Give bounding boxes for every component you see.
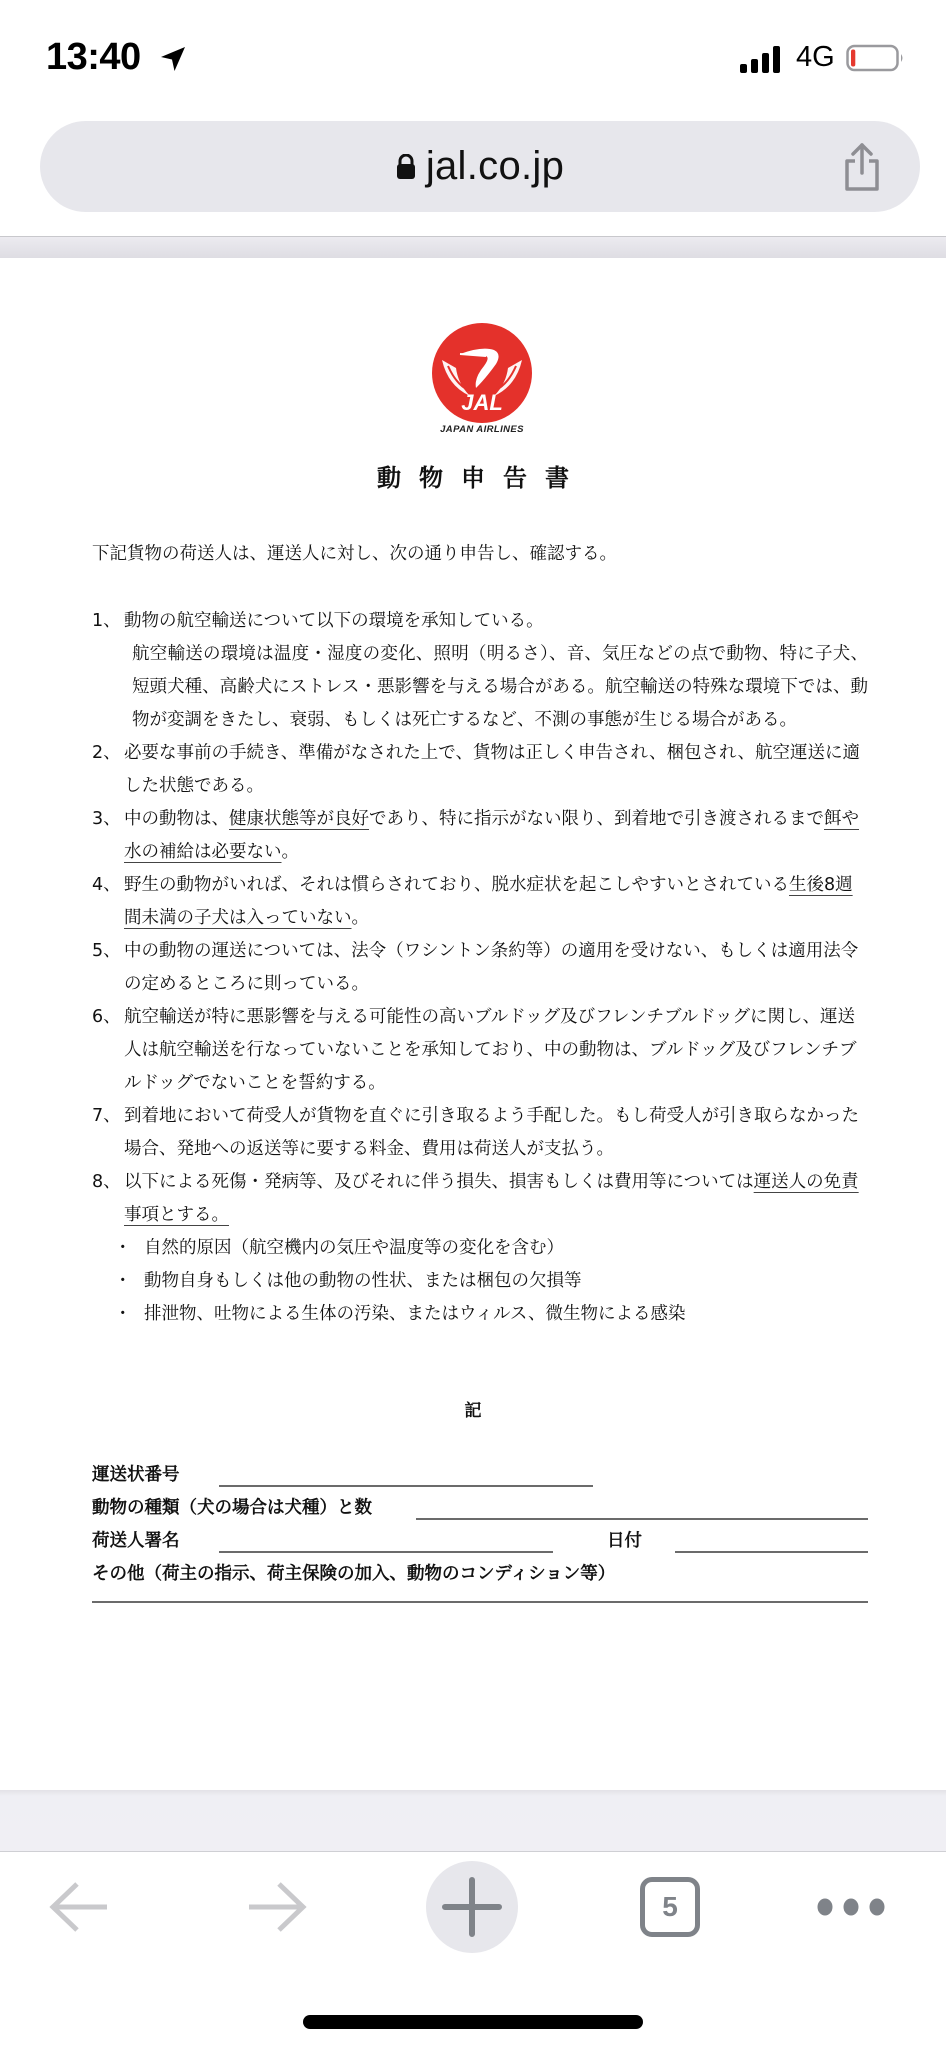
other-field-line [92,1601,868,1603]
location-arrow-icon [158,44,188,74]
document-page[interactable] [0,258,946,1790]
item-text [124,803,868,869]
list-item [92,605,868,638]
arrow-left-icon [49,1881,111,1933]
signature-field-line [219,1551,553,1553]
text-segment: 野生の動物がいれば、それは慣らされており、脱水症状を起こしやすいとされている [124,875,789,895]
item-number: 5、 [92,941,121,961]
browser-toolbar [0,1852,946,1962]
document-title: 動物申告書 [377,464,587,492]
new-tab-button[interactable] [426,1852,518,1962]
bullet-text: 自然的原因（航空機内の気圧や温度等の変化を含む） [144,1238,564,1258]
item-number: 2、 [92,743,121,763]
item-number: 6、 [92,1007,121,1027]
item-text [124,869,868,935]
tab-count: 5 [640,1877,700,1937]
page-top-edge [0,236,946,258]
tabs-button[interactable] [630,1852,710,1962]
bullet-text: 動物自身もしくは他の動物の性状、または梱包の欠損等 [144,1271,582,1291]
back-button[interactable] [40,1852,120,1962]
status-bar [0,0,946,110]
more-button[interactable] [806,1852,896,1962]
list-item [92,1001,868,1100]
text-segment: 。 [351,908,369,928]
item-text: 動物の航空輸送について以下の環境を承知している。 [124,611,544,631]
item-text: 必要な事前の手続き、準備がなされた上で、貨物は正しく申告され、梱包され、航空運送に適した状態である。 [124,743,861,796]
address-bar[interactable] [40,121,920,212]
text-segment: であり、特に指示がない限り、到着地で引き渡されるまで [369,809,824,829]
intro-text: 下記貨物の荷送人は、運送人に対し、次の通り申告し、確認する。 [92,544,617,564]
ellipsis-icon [816,1897,886,1917]
animal-type-field-line [416,1518,868,1520]
item-number: 1、 [92,611,121,631]
underlined-text: 健康状態等が良好 [229,809,369,829]
jal-crane-logo [430,320,534,426]
list-item [92,803,868,869]
date-field-line [675,1551,868,1553]
bullet-list [92,1232,868,1331]
list-item [92,1100,868,1166]
share-icon[interactable] [842,141,882,193]
list-item [92,737,868,803]
item-number: 4、 [92,875,121,895]
other-line-row [92,1591,868,1624]
status-time: 13:40 [46,36,141,78]
url-text[interactable]: jal.co.jp [425,144,565,188]
declaration-list [92,605,868,1331]
page-bottom-edge [0,1790,946,1852]
text-segment: 。 [281,842,299,862]
battery-icon [846,43,906,73]
bullet-item [92,1232,868,1265]
list-item [92,869,868,935]
logo-caption: JAPAN AIRLINES [440,424,524,435]
item-number: 8、 [92,1172,121,1192]
other-row [92,1558,868,1591]
signature-row [92,1525,868,1558]
new-tab-circle [426,1861,518,1953]
home-indicator[interactable] [303,2015,643,2029]
waybill-label: 運送状番号 [92,1465,180,1485]
underlined-text: 餌や水の補給は必要ない [124,809,859,862]
item-number: 7、 [92,1106,121,1126]
underlined-text: 生後8週間未満の子犬は入っていない [124,875,853,928]
cellular-signal-icon [738,44,786,74]
arrow-right-icon [245,1881,307,1933]
waybill-row [92,1459,868,1492]
item-number: 3、 [92,809,121,829]
bullet-dot: ・ [114,1238,132,1258]
bullet-text: 排泄物、吐物による生体の汚染、またはウィルス、微生物による感染 [144,1304,686,1324]
item-text: 航空輸送が特に悪影響を与える可能性の高いブルドッグ及びフレンチブルドッグに関し、運送人は航空輸送を行なっていないことを承知しており、中の動物は、ブルドッグ及びフレンチブルドッグでないことを誓約する。 [124,1007,857,1093]
list-item [92,935,868,1001]
list-item [92,1166,868,1232]
item-subtext: 航空輸送の環境は温度・湿度の変化、照明（明るさ）、音、気圧などの点で動物、特に子犬、短頭犬種、高齢犬にストレス・悪影響を与える場合がある。航空輸送の特殊な環境下では、動物が変調をきたし、衰弱、もしくは死亡するなど、不測の事態が生じる場合がある。 [132,644,868,730]
text-segment: 中の動物は、 [124,809,229,829]
waybill-field-line [219,1485,593,1487]
item-text [124,1166,868,1232]
lock-icon [396,154,416,180]
plus-icon [442,1877,502,1937]
underlined-text: 運送人の免責事項とする。 [124,1172,859,1225]
logo-wordmark: JAL [461,390,503,415]
bullet-item [92,1298,868,1331]
animal-row [92,1492,868,1525]
other-label: その他（荷主の指示、荷主保険の加入、動物のコンディション等） [92,1564,616,1584]
bullet-dot: ・ [114,1304,132,1324]
bullet-item [92,1265,868,1298]
bullet-dot: ・ [114,1271,132,1291]
forward-button[interactable] [236,1852,316,1962]
text-segment: 以下による死傷・発病等、及びそれに伴う損失、損害もしくは費用等については [124,1172,754,1192]
network-type: 4G [796,41,835,73]
item-text: 中の動物の運送については、法令（ワシントン条約等）の適用を受けない、もしくは適用法令の定めるところに則っている。 [124,941,859,994]
item-text: 到着地において荷受人が貨物を直ぐに引き取るよう手配した。もし荷受人が引き取らなかった場合、発地への返送等に要する料金、費用は荷送人が支払う。 [124,1106,859,1159]
shipper-signature-label: 荷送人署名 [92,1531,180,1551]
battery-level [851,50,855,67]
ki-heading: 記 [464,1401,482,1421]
animal-type-label: 動物の種類（犬の場合は犬種）と数 [92,1498,372,1518]
date-label: 日付 [607,1531,642,1551]
declaration-form [92,1459,868,1624]
